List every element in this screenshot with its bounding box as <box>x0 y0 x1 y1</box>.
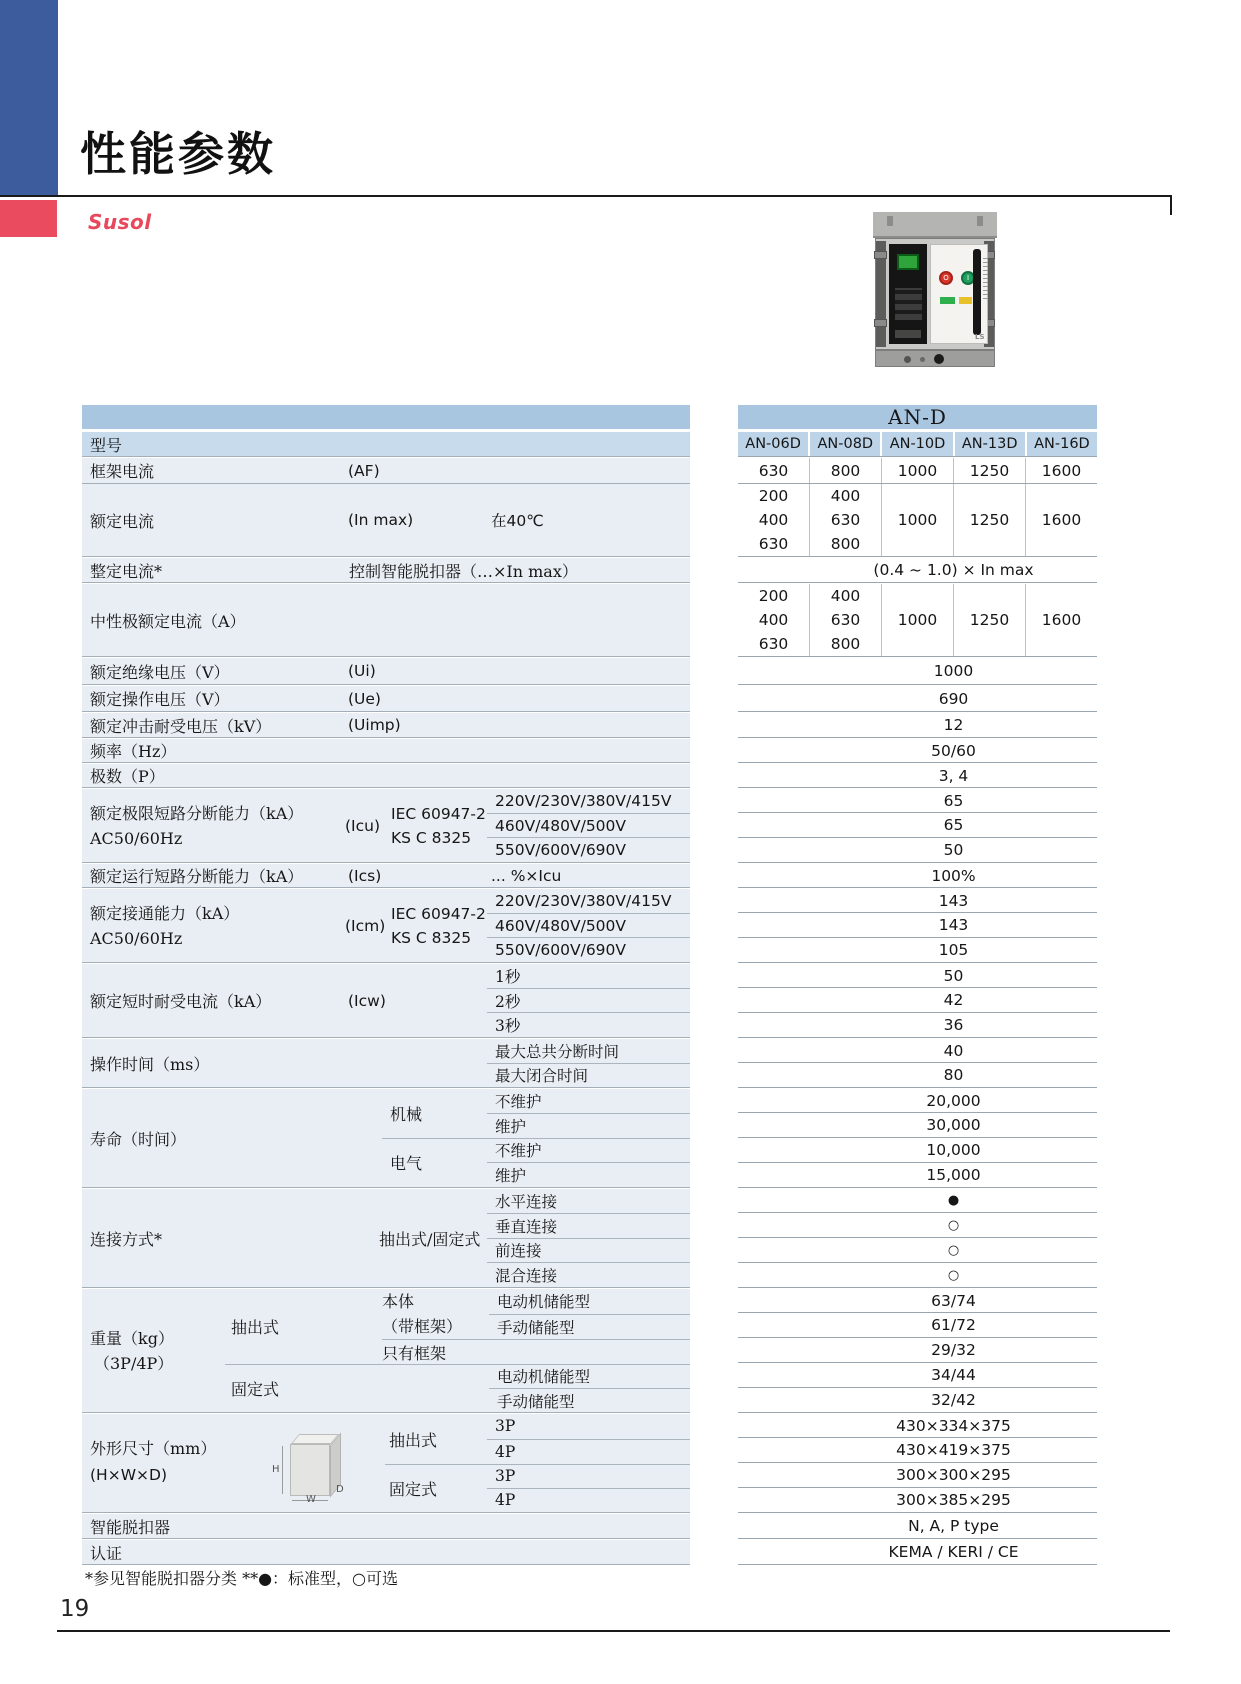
param-symbol: (Ics) <box>348 866 382 885</box>
weight-subrows <box>489 1364 690 1413</box>
value-cell <box>809 584 881 656</box>
value-line: 630 <box>830 511 861 529</box>
param-note: 在40℃ <box>491 512 544 530</box>
col-header: AN-08D <box>808 432 880 456</box>
param-name <box>90 801 303 851</box>
param-name-line1: 额定接通能力（kA） <box>90 904 240 923</box>
col-header: AN-10D <box>880 432 952 456</box>
param-symbol: (Icu) <box>345 816 381 835</box>
value-line: 800 <box>830 635 861 653</box>
trip-unit-display <box>897 254 919 270</box>
row-model <box>82 432 690 457</box>
param-symbol: (Icw) <box>348 991 386 1010</box>
param-name: 频率（Hz） <box>90 742 177 761</box>
val-optime-break: 40 <box>738 1039 1097 1063</box>
param-name-line2: AC50/60Hz <box>90 829 183 848</box>
trip-unit-panel <box>889 244 927 344</box>
notch <box>887 216 893 226</box>
param-name-line1: 额定极限短路分断能力（kA） <box>90 804 304 823</box>
val-optime-close: 80 <box>738 1063 1097 1088</box>
life-subrows <box>487 1089 690 1138</box>
left-rail <box>876 241 886 347</box>
param-name: 额定电流 <box>90 511 155 531</box>
val-icw-2: 42 <box>738 988 1097 1013</box>
col-header: AN-06D <box>745 436 801 452</box>
value-cell: 800 <box>809 458 881 483</box>
param-name <box>90 901 239 951</box>
rating-nameplate <box>983 257 988 299</box>
param-name: 连接方式* <box>90 1229 163 1249</box>
param-desc: 控制智能脱扣器（…×In max） <box>349 561 578 581</box>
param-name-line2: (H×W×D) <box>90 1466 167 1484</box>
time-subrows <box>487 964 690 1037</box>
subrow: 4P <box>495 1491 516 1510</box>
on-button: I <box>961 271 975 285</box>
val-weight-fixed-motor: 34/44 <box>738 1363 1097 1388</box>
breaker-faceplate <box>930 244 988 344</box>
group-label: 抽出式 <box>389 1430 438 1450</box>
body-label-line2: （带框架） <box>382 1317 463 1336</box>
life-subrows <box>487 1138 690 1187</box>
val-life-mech-maint: 30,000 <box>738 1113 1097 1138</box>
standard-ks: KS C 8325 <box>391 929 472 947</box>
subrow: 电动机储能型 <box>489 1364 690 1389</box>
value-cell: 1600 <box>1025 458 1097 483</box>
val-icw-3: 36 <box>738 1013 1097 1038</box>
group-label: 固定式 <box>231 1380 280 1399</box>
param-name-line1: 外形尺寸（mm） <box>90 1439 217 1458</box>
w-label: W <box>306 1494 316 1505</box>
val-insulation-voltage: 1000 <box>738 658 1097 685</box>
group-label: 抽出式 <box>231 1318 280 1337</box>
subrow: 不维护 <box>487 1138 690 1163</box>
param-name: 智能脱扣器 <box>90 1517 171 1537</box>
row-icm <box>82 889 690 963</box>
trip-unit-label <box>895 330 921 338</box>
subrow: 手动储能型 <box>497 1393 575 1411</box>
col-header: AN-16D <box>1025 432 1097 456</box>
page-number: 19 <box>60 1596 90 1622</box>
series-title: AN-D <box>738 405 1097 431</box>
subrow: 手动储能型 <box>497 1318 575 1337</box>
subrow: 220V/230V/380V/415V <box>487 889 690 914</box>
mount-tab <box>874 251 887 259</box>
charging-handle <box>973 249 981 335</box>
value-cell <box>738 584 809 656</box>
subrow: 3P <box>487 1414 690 1440</box>
param-symbol: (In max) <box>348 511 414 529</box>
value-cell: 630 <box>758 461 789 480</box>
param-name <box>90 1326 174 1376</box>
val-icw-1: 50 <box>738 964 1097 988</box>
val-weight-frame-only: 29/32 <box>738 1338 1097 1363</box>
title-rule-tick <box>1170 195 1172 215</box>
subrow: 3P <box>487 1464 690 1489</box>
val-icu-2: 65 <box>738 813 1097 838</box>
voltage-subrows <box>487 789 690 862</box>
row-ics <box>82 864 690 888</box>
subrow: 220V/230V/380V/415V <box>487 789 690 814</box>
group-label: 电气 <box>390 1154 423 1173</box>
value-cell <box>809 484 881 556</box>
row-icu <box>82 789 690 863</box>
frame-only-label: 只有框架 <box>382 1344 447 1363</box>
val-neutral-current <box>738 584 1097 657</box>
value-line: 400 <box>830 587 861 605</box>
value-cell: 1000 <box>881 484 953 556</box>
row-operation-time <box>82 1039 690 1088</box>
dim-subrows <box>487 1414 690 1464</box>
val-weight-fixed-manual: 32/42 <box>738 1388 1097 1413</box>
val-conn-horizontal: ● <box>738 1189 1097 1213</box>
val-rated-current <box>738 484 1097 557</box>
blue-corner-block <box>0 0 58 195</box>
val-setting-current: (0.4 ~ 1.0) × In max <box>738 558 1097 583</box>
param-name-line2: AC50/60Hz <box>90 929 183 948</box>
breaker-base <box>875 350 995 367</box>
param-name: 认证 <box>90 1543 123 1563</box>
left-header-band <box>82 405 690 431</box>
subrow: 460V/480V/500V <box>487 814 690 839</box>
param-name: 额定操作电压（V） <box>90 690 230 709</box>
value-cell: 1250 <box>953 484 1025 556</box>
value-line: 630 <box>830 611 861 629</box>
weight-fixed-group <box>225 1364 690 1413</box>
conn-subrows <box>487 1189 690 1287</box>
val-frame-current <box>738 458 1097 484</box>
subrow: 最大总共分断时间 <box>487 1039 690 1064</box>
param-name: 额定运行短路分断能力（kA） <box>90 867 304 886</box>
param-name-line2: （3P/4P） <box>94 1354 174 1373</box>
row-neutral-current <box>82 584 690 657</box>
optime-subrows <box>487 1039 690 1087</box>
page-title: 性能参数 <box>80 127 276 181</box>
val-weight-draw-motor: 63/74 <box>738 1289 1097 1313</box>
subrow: 电动机储能型 <box>489 1289 690 1315</box>
dimension-figure <box>268 1426 368 1504</box>
value-line: 400 <box>758 611 789 629</box>
param-symbol: (Ue) <box>348 689 381 708</box>
value-cell: 1600 <box>1025 584 1097 656</box>
row-frequency <box>82 739 690 763</box>
group-label: 固定式 <box>389 1479 438 1499</box>
subrow: 2秒 <box>487 989 690 1014</box>
subrow: 维护 <box>495 1167 527 1185</box>
standards <box>391 802 486 850</box>
subrow: 最大闭合时间 <box>495 1067 589 1086</box>
val-certification: KEMA / KERI / CE <box>738 1540 1097 1565</box>
row-life <box>82 1089 690 1188</box>
dim-drawout-group <box>385 1414 690 1465</box>
row-dimensions <box>82 1414 690 1513</box>
h-label: H <box>272 1464 280 1475</box>
param-name-line1: 重量（kg） <box>90 1329 174 1348</box>
val-life-elec-nomaint: 10,000 <box>738 1138 1097 1163</box>
model-header-row <box>738 432 1097 457</box>
subrow: 1秒 <box>487 964 690 989</box>
weight-subrows <box>489 1289 690 1339</box>
racking-knob <box>934 354 944 364</box>
param-symbol: (Uimp) <box>348 716 401 734</box>
param-name: 整定电流* <box>90 561 163 581</box>
row-trip-relay <box>82 1514 690 1539</box>
mount-tab <box>874 319 887 327</box>
value-cell: 1000 <box>881 458 953 483</box>
row-rated-current <box>82 484 690 557</box>
row-weight <box>82 1289 690 1413</box>
subrow: 3秒 <box>495 1017 521 1036</box>
breaker-body <box>875 238 995 350</box>
status-flag-green <box>940 297 955 304</box>
row-setting-current <box>82 558 690 583</box>
red-corner-block <box>0 200 57 237</box>
base-screw <box>920 357 925 362</box>
val-icm-3: 105 <box>738 938 1097 963</box>
row-frame-current <box>82 458 690 484</box>
base-screw <box>904 356 911 363</box>
value-cell: 1600 <box>1025 484 1097 556</box>
val-operation-voltage: 690 <box>738 686 1097 712</box>
value-line: 630 <box>758 635 789 653</box>
row-impulse-voltage <box>82 713 690 738</box>
param-name <box>90 1436 216 1488</box>
val-ics: 100% <box>738 864 1097 888</box>
parameters-table <box>82 405 690 1565</box>
standard-iec: IEC 60947-2 <box>391 805 486 823</box>
standard-iec: IEC 60947-2 <box>391 905 486 923</box>
param-name: 中性极额定电流（A） <box>90 611 246 631</box>
param-name: 操作时间（ms） <box>90 1054 210 1074</box>
weight-drawout-group <box>225 1289 690 1365</box>
row-poles <box>82 764 690 788</box>
notch <box>977 216 983 226</box>
standard-ks: KS C 8325 <box>391 829 472 847</box>
param-name: 型号 <box>90 435 123 455</box>
row-certification <box>82 1540 690 1565</box>
value-cell: 1250 <box>953 584 1025 656</box>
val-impulse-voltage: 12 <box>738 713 1097 738</box>
val-conn-vertical: ○ <box>738 1213 1097 1238</box>
param-name: 额定绝缘电压（V） <box>90 662 230 682</box>
dim-fixed-group <box>385 1464 690 1512</box>
body-label-line1: 本体 <box>382 1292 415 1311</box>
param-name: 额定短时耐受电流（kA） <box>90 992 272 1011</box>
val-icu-3: 50 <box>738 838 1097 863</box>
val-dim-draw-4p: 430×419×375 <box>738 1438 1097 1463</box>
values-table <box>738 405 1097 1565</box>
param-symbol: (AF) <box>348 461 380 480</box>
subrow: 混合连接 <box>495 1267 558 1286</box>
val-life-elec-maint: 15,000 <box>738 1163 1097 1188</box>
subrow: 4P <box>495 1442 516 1461</box>
val-icm-1: 143 <box>738 889 1097 913</box>
body-with-cradle <box>382 1289 462 1339</box>
life-group-electrical <box>382 1138 690 1187</box>
param-name: 寿命（时间） <box>90 1129 187 1149</box>
subrow: 460V/480V/500V <box>487 914 690 939</box>
row-icw <box>82 964 690 1038</box>
d-label: D <box>336 1484 344 1495</box>
bottom-rule <box>57 1630 1170 1632</box>
value-line: 800 <box>830 535 861 553</box>
subrow: 垂直连接 <box>487 1214 690 1239</box>
status-flag-yellow <box>959 297 972 304</box>
row-connection <box>82 1189 690 1288</box>
val-dim-draw-3p: 430×334×375 <box>738 1414 1097 1438</box>
group-label: 机械 <box>390 1105 423 1124</box>
value-line: 200 <box>758 587 789 605</box>
val-weight-draw-manual: 61/72 <box>738 1313 1097 1338</box>
val-conn-front: ○ <box>738 1238 1097 1263</box>
col-header: AN-13D <box>953 432 1025 456</box>
param-symbol: (Ui) <box>348 662 376 680</box>
val-trip-relay: N, A, P type <box>738 1514 1097 1539</box>
value-line: 630 <box>758 535 789 553</box>
product-image <box>873 212 997 367</box>
subrow: 550V/600V/690V <box>495 841 627 860</box>
param-name: 极数（P） <box>90 767 165 786</box>
trip-unit-keypad <box>895 288 922 320</box>
subrow: 550V/600V/690V <box>495 941 627 960</box>
title-rule <box>0 195 1172 197</box>
param-sub: ... %×Icu <box>491 866 562 885</box>
voltage-subrows <box>487 889 690 962</box>
conn-type-label: 抽出式/固定式 <box>379 1229 481 1249</box>
value-cell: 1250 <box>953 458 1025 483</box>
val-dim-fixed-4p: 300×385×295 <box>738 1488 1097 1513</box>
subrow: 维护 <box>495 1118 527 1136</box>
param-name: 框架电流 <box>90 462 155 481</box>
val-dim-fixed-3p: 300×300×295 <box>738 1463 1097 1488</box>
value-line: 400 <box>758 511 789 529</box>
val-conn-mixed: ○ <box>738 1263 1097 1288</box>
standards <box>391 902 486 950</box>
life-group-mechanical <box>382 1089 690 1139</box>
subrow: 不维护 <box>487 1089 690 1114</box>
val-life-mech-nomaint: 20,000 <box>738 1089 1097 1113</box>
val-frequency: 50/60 <box>738 739 1097 763</box>
val-icu-1: 65 <box>738 789 1097 813</box>
ls-logo: LS <box>975 333 985 341</box>
dim-subrows <box>487 1464 690 1512</box>
subrow: 前连接 <box>487 1239 690 1264</box>
value-cell: 1000 <box>881 584 953 656</box>
value-line: 200 <box>758 487 789 505</box>
value-line: 400 <box>830 487 861 505</box>
footnote: *参见智能脱扣器分类 **●：标准型，○可选 <box>85 1569 399 1588</box>
value-cell <box>738 484 809 556</box>
row-operation-voltage <box>82 686 690 712</box>
row-insulation-voltage <box>82 658 690 685</box>
param-name: 额定冲击耐受电压（kV） <box>90 716 272 736</box>
box-front-face <box>290 1444 330 1496</box>
breaker-top-cover <box>873 212 997 238</box>
val-poles: 3, 4 <box>738 764 1097 788</box>
off-button: O <box>939 271 953 285</box>
val-icm-2: 143 <box>738 913 1097 938</box>
brand-logo: Susol <box>88 210 152 234</box>
param-symbol: (Icm) <box>345 916 386 935</box>
frame-only-row <box>382 1339 690 1365</box>
subrow: 水平连接 <box>487 1189 690 1214</box>
h-dim-line <box>282 1446 283 1494</box>
